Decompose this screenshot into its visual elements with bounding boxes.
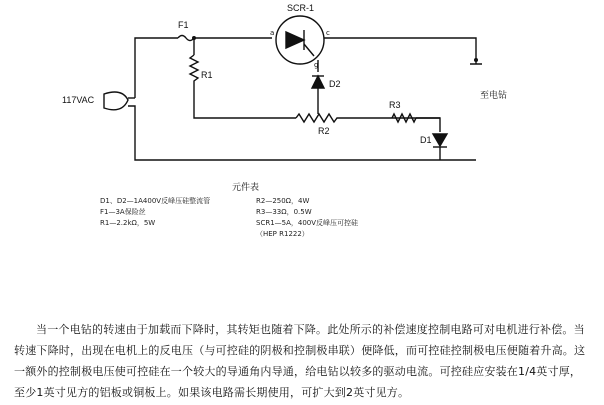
- d1-label: D1: [420, 135, 432, 145]
- fuse-label: F1: [178, 20, 189, 30]
- circuit-diagram: [0, 0, 604, 190]
- parts-item: SCR1—5A，400V反峰压可控硅: [256, 219, 359, 227]
- parts-item: F1—3A保险丝: [100, 208, 146, 216]
- r1-label: R1: [201, 70, 213, 80]
- description-paragraph: 当一个电钻的转速由于加载而下降时，其转矩也随着下降。此处所示的补偿速度控制电路可对电机进行补偿。当转速下降时，出现在电机上的反电压（与可控硅的阴极和控制极串联）便降低，而可控硅控制极电压便随着升高。这一额外的控制极电压使可控硅在一个较大的导通角内导通，给电钻以较多的驱动电流。可控硅应安装在1/4英寸厚，至少1英寸见方的铝板或铜板上。如果该电路需长期使用，可扩大到2英寸见方。: [14, 323, 586, 399]
- scr-anode-label: a: [270, 29, 275, 37]
- parts-list-title: 元件表: [232, 183, 260, 193]
- scr-gate: [304, 44, 314, 56]
- d2-label: D2: [329, 79, 341, 89]
- r1-to-r2-wire: [194, 95, 296, 118]
- resistor-r1: [190, 55, 198, 95]
- plug-label: 117VAC: [62, 95, 95, 105]
- parts-item: D1、D2—1A400V反峰压硅整流管: [100, 197, 211, 205]
- d1-diode: [433, 134, 447, 146]
- scr-cathode-label: c: [326, 29, 330, 37]
- to-drill-label: 至电钻: [480, 90, 508, 100]
- drill-terminal: [474, 58, 478, 62]
- junction-dot: [192, 36, 196, 40]
- r2-to-d1-wire: [360, 118, 440, 132]
- resistor-r3: [392, 114, 416, 122]
- parts-item: （HEP R1222）: [256, 230, 309, 238]
- fuse-symbol: [178, 36, 194, 41]
- r2-label: R2: [318, 126, 330, 136]
- plug-prong-2: [128, 106, 135, 112]
- parts-item: R3—33Ω，0.5W: [256, 208, 312, 216]
- scr-label: SCR-1: [287, 3, 315, 13]
- d2-diode: [312, 76, 324, 88]
- scr-triangle: [286, 32, 304, 48]
- parts-list-left: [100, 196, 210, 229]
- parts-list-right: [256, 196, 358, 240]
- top-wire-right: [324, 38, 476, 60]
- resistor-r2: [296, 114, 360, 122]
- parts-item: R2—250Ω，4W: [256, 197, 310, 205]
- plug-body: [104, 92, 128, 110]
- parts-item: R1—2.2kΩ，5W: [100, 219, 156, 227]
- r3-label: R3: [389, 100, 401, 110]
- top-wire-left: [135, 38, 178, 98]
- scr-gate-label: g: [314, 61, 319, 69]
